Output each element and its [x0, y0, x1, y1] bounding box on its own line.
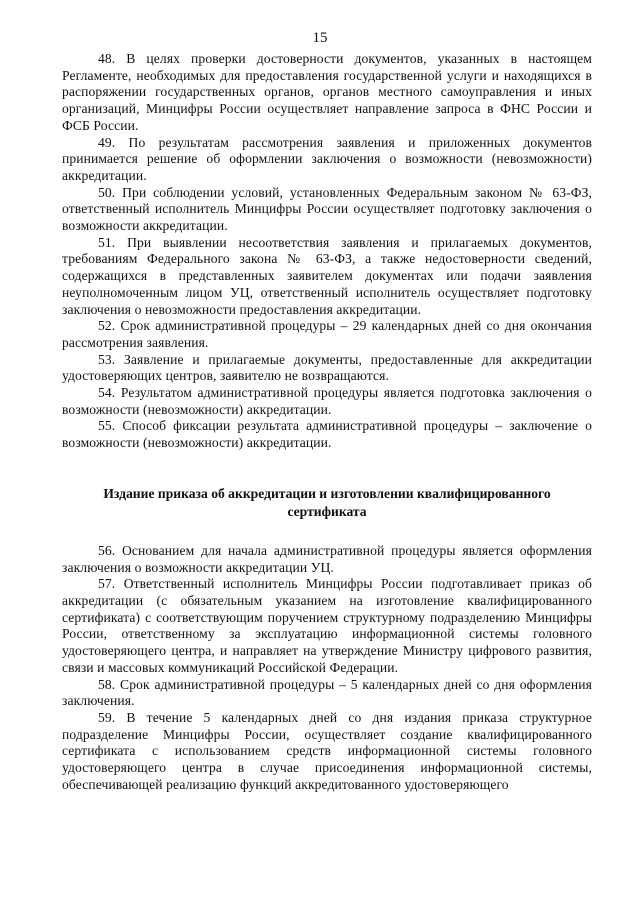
page-number: 15 [312, 30, 328, 46]
paragraph-57: 57. Ответственный исполнитель Минцифры России подготавливает приказ об аккредитации (с обязательным указанием на изготовление квалифицированного сертификата) с соответствующим поручением структурному подразделению Минцифры России, ответственному за эксплуатацию информационной системы головного удостоверяющего центра, и направляет на утверждение Министру цифрового развития, связи и массовых коммуникаций Российской Федерации. [62, 576, 592, 675]
paragraph-56: 56. Основанием для начала административной процедуры является оформления заключения о возможности аккредитации УЦ. [62, 542, 592, 575]
paragraph-48: 48. В целях проверки достоверности документов, указанных в настоящем Регламенте, необходимых для предоставления государственной услуги и находящихся в распоряжении государственных органов, органов местного самоуправления и иных организаций, Минцифры России осуществляет направление запроса в ФНС России и ФСБ России. [62, 51, 592, 133]
paragraph-50: 50. При соблюдении условий, установленных Федеральным законом № 63-ФЗ, ответственный исполнитель Минцифры России осуществляет подготовку заключения о возможности аккредитации. [62, 184, 592, 234]
document-body [62, 51, 592, 793]
paragraph-59: 59. В течение 5 календарных дней со дня издания приказа структурное подразделение Минцифры России, осуществляет создание квалифицированного сертификата с использованием средств информационной системы головного удостоверяющего центра в случае присоединения информационной системы, обеспечивающей реализацию функций аккредитованного удостоверяющего [62, 709, 592, 792]
paragraph-49: 49. По результатам рассмотрения заявления и приложенных документов принимается решение об оформлении заключения о возможности (невозможности) аккредитации. [62, 134, 592, 183]
paragraph-51: 51. При выявлении несоответствия заявления и прилагаемых документов, требованиям Федерального закона № 63-ФЗ, а также недостоверности сведений, содержащихся в представленных заявителем документах или подачи заявления неуполномоченным лицом УЦ, ответственный исполнитель осуществляет подготовку заключения о невозможности предоставления аккредитации. [62, 234, 592, 317]
paragraph-55: 55. Способ фиксации результата административной процедуры – заключение о возможности (невозможности) аккредитации. [62, 418, 592, 451]
paragraph-58: 58. Срок административной процедуры – 5 календарных дней со дня оформления заключения. [62, 676, 592, 709]
paragraph-53: 53. Заявление и прилагаемые документы, предоставленные для аккредитации удостоверяющих центров, заявителю не возвращаются. [62, 351, 592, 384]
paragraph-54: 54. Результатом административной процедуры является подготовка заключения о возможности (невозможности) аккредитации. [62, 385, 592, 417]
section-heading: Издание приказа об аккредитации и изготовлении квалифицированного сертификата [103, 485, 551, 519]
paragraph-52: 52. Срок административной процедуры – 29 календарных дней со дня окончания рассмотрения заявления. [62, 318, 592, 350]
